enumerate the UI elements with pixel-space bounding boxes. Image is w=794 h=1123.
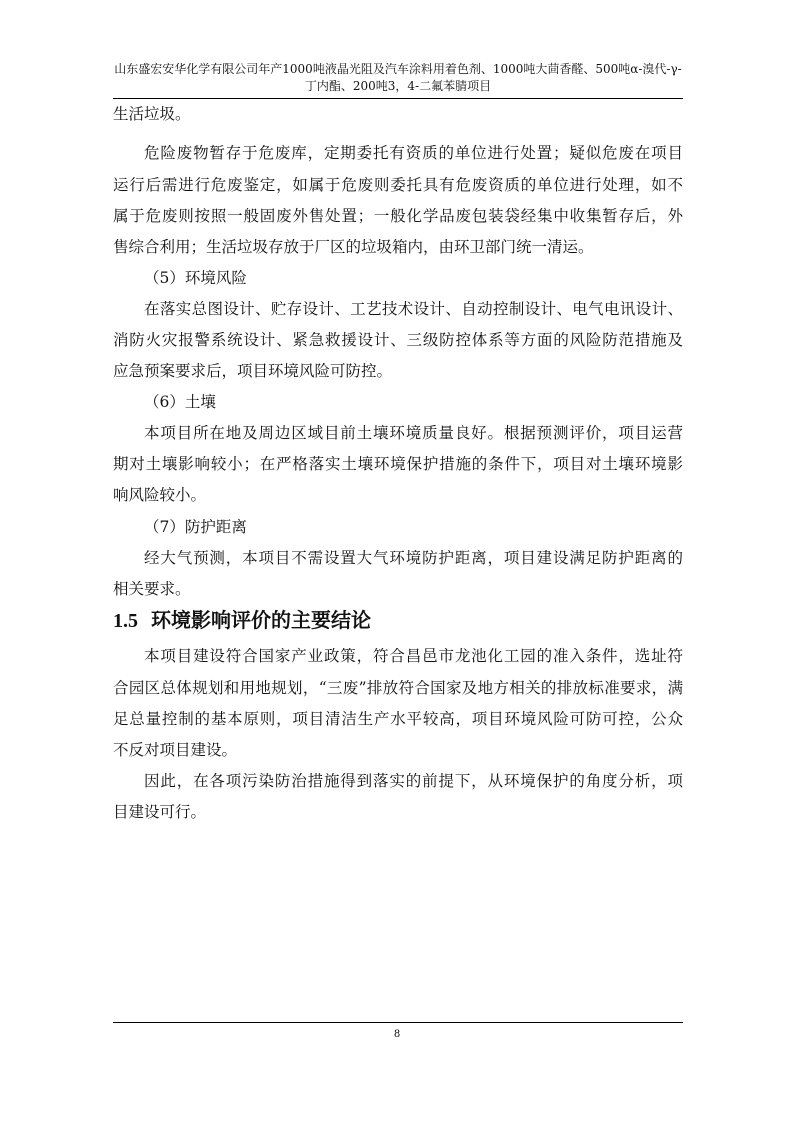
section-number: 1.5: [113, 610, 138, 632]
section-title: 环境影响评价的主要结论: [151, 608, 371, 632]
text-line: 足总量控制的基本原则，项目清洁生产水平较高，项目环境风险可防可控，公众: [113, 710, 683, 728]
text-line: 相关要求。: [113, 580, 191, 598]
text-line: 因此，在各项污染防治措施得到落实的前提下，从环境保护的角度分析，项: [144, 772, 683, 790]
text-line: 合园区总体规划和用地规划，“三废”排放符合国家及地方相关的排放标准要求，满: [113, 679, 683, 697]
text-line: 属于危废则按照一般固废外售处置；一般化学品废包装袋经集中收集暂存后，外: [113, 207, 683, 225]
text-line: 运行后需进行危废鉴定，如属于危废则委托具有危废资质的单位进行处理，如不: [113, 176, 683, 194]
text-line: 应急预案要求后，项目环境风险可防控。: [113, 362, 393, 380]
text-line: 生活垃圾。: [113, 105, 191, 123]
text-line: 售综合利用；生活垃圾存放于厂区的垃圾箱内，由环卫部门统一清运。: [113, 238, 594, 256]
subsection-title: （5）环境风险: [144, 269, 247, 287]
footer-rule: [113, 1022, 683, 1023]
text-line: 本项目所在地及周边区域目前土壤环境质量良好。根据预测评价，项目运营: [144, 424, 683, 442]
text-line: 响风险较小。: [113, 486, 207, 504]
text-line: 目建设可行。: [113, 803, 207, 821]
text-line: 消防火灾报警系统设计、紧急救援设计、三级防控体系等方面的风险防范措施及: [113, 331, 683, 349]
text-line: 在落实总图设计、贮存设计、工艺技术设计、自动控制设计、电气电讯设计、: [144, 300, 683, 318]
text-line: 不反对项目建设。: [113, 741, 238, 759]
text-line: 本项目建设符合国家产业政策，符合昌邑市龙池化工园的准入条件，选址符: [144, 647, 683, 665]
subsection-title: （7）防护距离: [144, 518, 247, 536]
text-line: 经大气预测，本项目不需设置大气环境防护距离，项目建设满足防护距离的: [144, 549, 683, 567]
text-line: 期对土壤影响较小；在严格落实土壤环境保护措施的条件下，项目对土壤环境影: [113, 455, 683, 473]
running-header-line1: 山东盛宏安华化学有限公司年产1000吨液晶光阻及汽车涂料用着色剂、1000吨大茴香醛、500吨α-溴代-γ-: [114, 62, 682, 76]
subsection-title: （6）土壤: [144, 393, 216, 411]
page-number: 8: [393, 1029, 401, 1040]
running-header-line2: 丁内酯、200吨3，4-二氟苯腈项目: [304, 79, 492, 93]
text-line: 危险废物暂存于危废库，定期委托有资质的单位进行处置；疑似危废在项目: [144, 144, 683, 162]
section-heading: [113, 608, 371, 633]
header-rule: [113, 98, 683, 99]
